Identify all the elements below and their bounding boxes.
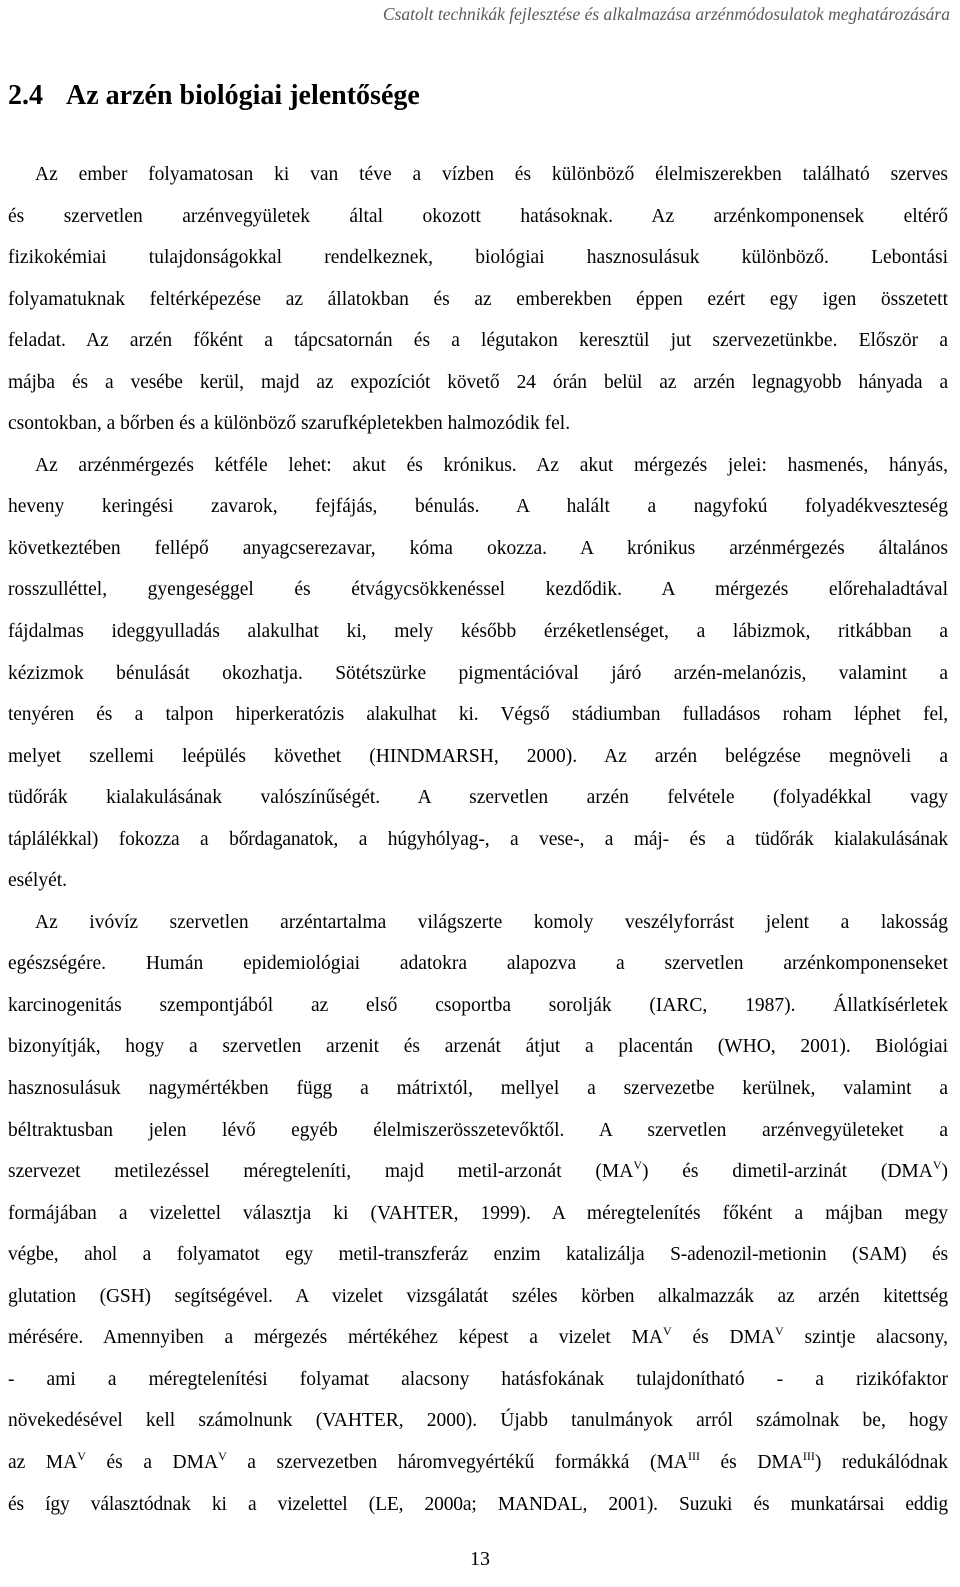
line-segment: és a DMA (85, 1451, 219, 1473)
text-line: Az ivóvíz szervetlen arzéntartalma világszerte komoly veszélyforrást jelent a lakosság (35, 911, 948, 933)
text-line: esélyét. (8, 870, 68, 892)
text-line: Az ember folyamatosan ki van téve a vízben és különböző élelmiszerekben található szerves (35, 164, 948, 185)
text-line: és így választódnak ki a vizelettel (LE, 2000a; MANDAL, 2001). Suzuki és munkatársai eddig (8, 1493, 948, 1515)
superscript: V (218, 1448, 227, 1463)
text-line: végbe, ahol a folyamatot egy metil-transzferáz enzim katalizálja S-adenozil-metionin (SAM) és (8, 1244, 948, 1266)
text-line: béltraktusban jelen lévő egyéb élelmiszerösszetevőktől. A szervetlen arzénvegyületeket a (8, 1119, 948, 1141)
running-header: Csatolt technikák fejlesztése és alkalmazása arzénmódosulatok meghatározására (382, 4, 950, 24)
text-line: táplálékkal) fokozza a bőrdaganatok, a húgyhólyag-, a vese-, a máj- és a tüdőrák kialakulásának (8, 828, 948, 850)
superscript: V (775, 1324, 784, 1339)
text-line: csontokban, a bőrben és a különböző szarufképletekben halmozódik fel. (8, 413, 571, 435)
line-segment: szervezet metilezéssel méregteleníti, majd metil-arzonát (MA (8, 1161, 634, 1183)
page-number: 13 (470, 1548, 490, 1570)
section-number: 2.4 (8, 80, 43, 111)
superscript: V (662, 1324, 672, 1339)
text-line: és szervetlen arzénvegyületek által okozott hatásoknak. Az arzénkomponensek eltérő (8, 205, 948, 227)
line-segment: és DMA (699, 1451, 803, 1473)
text-line: tenyéren és a talpon hiperkeratózis alakulhat ki. Végső stádiumban fulladásos roham léphet fel, (8, 704, 948, 726)
line-segment: ) és dimetil-arzinát (DMA (641, 1161, 933, 1183)
text-line: bizonyítják, hogy a szervetlen arzenit és arzenát átjut a placentán (WHO, 2001). Biológiai (8, 1036, 948, 1058)
text-line: májba és a vesébe kerül, majd az expozíciót követő 24 órán belül az arzén legnagyobb hányada a (8, 371, 948, 393)
line-segment: az MA (8, 1451, 78, 1473)
body-text (8, 154, 948, 1525)
text-line: feladat. Az arzén főként a tápcsatornán és a légutakon keresztül jut szervezetünkbe. Először a (8, 330, 948, 352)
text-line: tüdőrák kialakulásának valószínűségét. A szervetlen arzén felvétele (folyadékkal vagy (8, 787, 948, 809)
text-line (8, 1151, 948, 1193)
text-line: fizikokémiai tulajdonságokkal rendelkeznek, biológiai hasznosulásuk különböző. Lebontási (8, 247, 948, 269)
text-line: következtében fellépő anyagcserezavar, kóma okozza. A krónikus arzénmérgezés általános (8, 537, 948, 559)
superscript: III (687, 1448, 700, 1463)
text-line: fájdalmas ideggyulladás alakulhat ki, mely később érzéketlenséget, a lábizmok, ritkábban a (8, 621, 948, 643)
text-line: heveny keringési zavarok, fejfájás, bénulás. A halált a nagyfokú folyadékveszteség (8, 496, 948, 518)
superscript: III (802, 1448, 815, 1463)
line-segment: szintje alacsony, (783, 1327, 949, 1349)
superscript: V (77, 1448, 86, 1463)
section-heading (8, 80, 420, 112)
text-line: karcinogenitás szempontjából az első csoportba sorolják (IARC, 1987). Állatkísérletek (8, 994, 948, 1016)
text-line: egészségére. Humán epidemiológiai adatokra alapozva a szervetlen arzénkomponenseket (8, 953, 948, 975)
text-line (8, 1317, 948, 1359)
text-line: növekedésével kell számolnunk (VAHTER, 2000). Újabb tanulmányok arról számolnak be, hogy (8, 1410, 948, 1432)
text-line: folyamatuknak feltérképezése az állatokban és az emberekben éppen ezért egy igen összetett (8, 288, 948, 310)
line-segment: a szervezetben háromvegyértékű formákká (MA (226, 1451, 688, 1473)
text-line: formájában a vizelettel választja ki (VAHTER, 1999). A méregtelenítés főként a májban megy (8, 1202, 948, 1224)
line-segment: ) (941, 1161, 949, 1183)
text-line: Az arzénmérgezés kétféle lehet: akut és krónikus. Az akut mérgezés jelei: hasmenés, hányás, (35, 454, 948, 476)
text-line: - ami a méregtelenítési folyamat alacsony hatásfokának tulajdonítható - a rizikófaktor (8, 1368, 948, 1390)
text-line: glutation (GSH) segítségével. A vizelet vizsgálatát széles körben alkalmazzák az arzén kitettség (8, 1285, 948, 1307)
line-segment: ) redukálódnak (814, 1451, 949, 1473)
text-line (8, 1442, 948, 1484)
section-title: Az arzén biológiai jelentősége (66, 80, 420, 111)
text-line: hasznosulásuk nagymértékben függ a mátrixtól, mellyel a szervezetbe kerülnek, valamint a (8, 1078, 948, 1100)
line-segment: és DMA (671, 1327, 775, 1349)
text-line: rosszulléttel, gyengeséggel és étvágycsökkenéssel kezdődik. A mérgezés előrehaladtával (8, 579, 948, 601)
text-line: kézizmok bénulását okozhatja. Sötétszürke pigmentációval járó arzén-melanózis, valamint a (8, 662, 948, 684)
line-segment: mérésére. Amennyiben a mérgezés mértékéhez képest a vizelet MA (8, 1327, 663, 1349)
superscript: V (633, 1158, 642, 1173)
superscript: V (932, 1158, 942, 1173)
text-line: melyet szellemi leépülés követhet (HINDMARSH, 2000). Az arzén belégzése megnöveli a (8, 745, 948, 767)
